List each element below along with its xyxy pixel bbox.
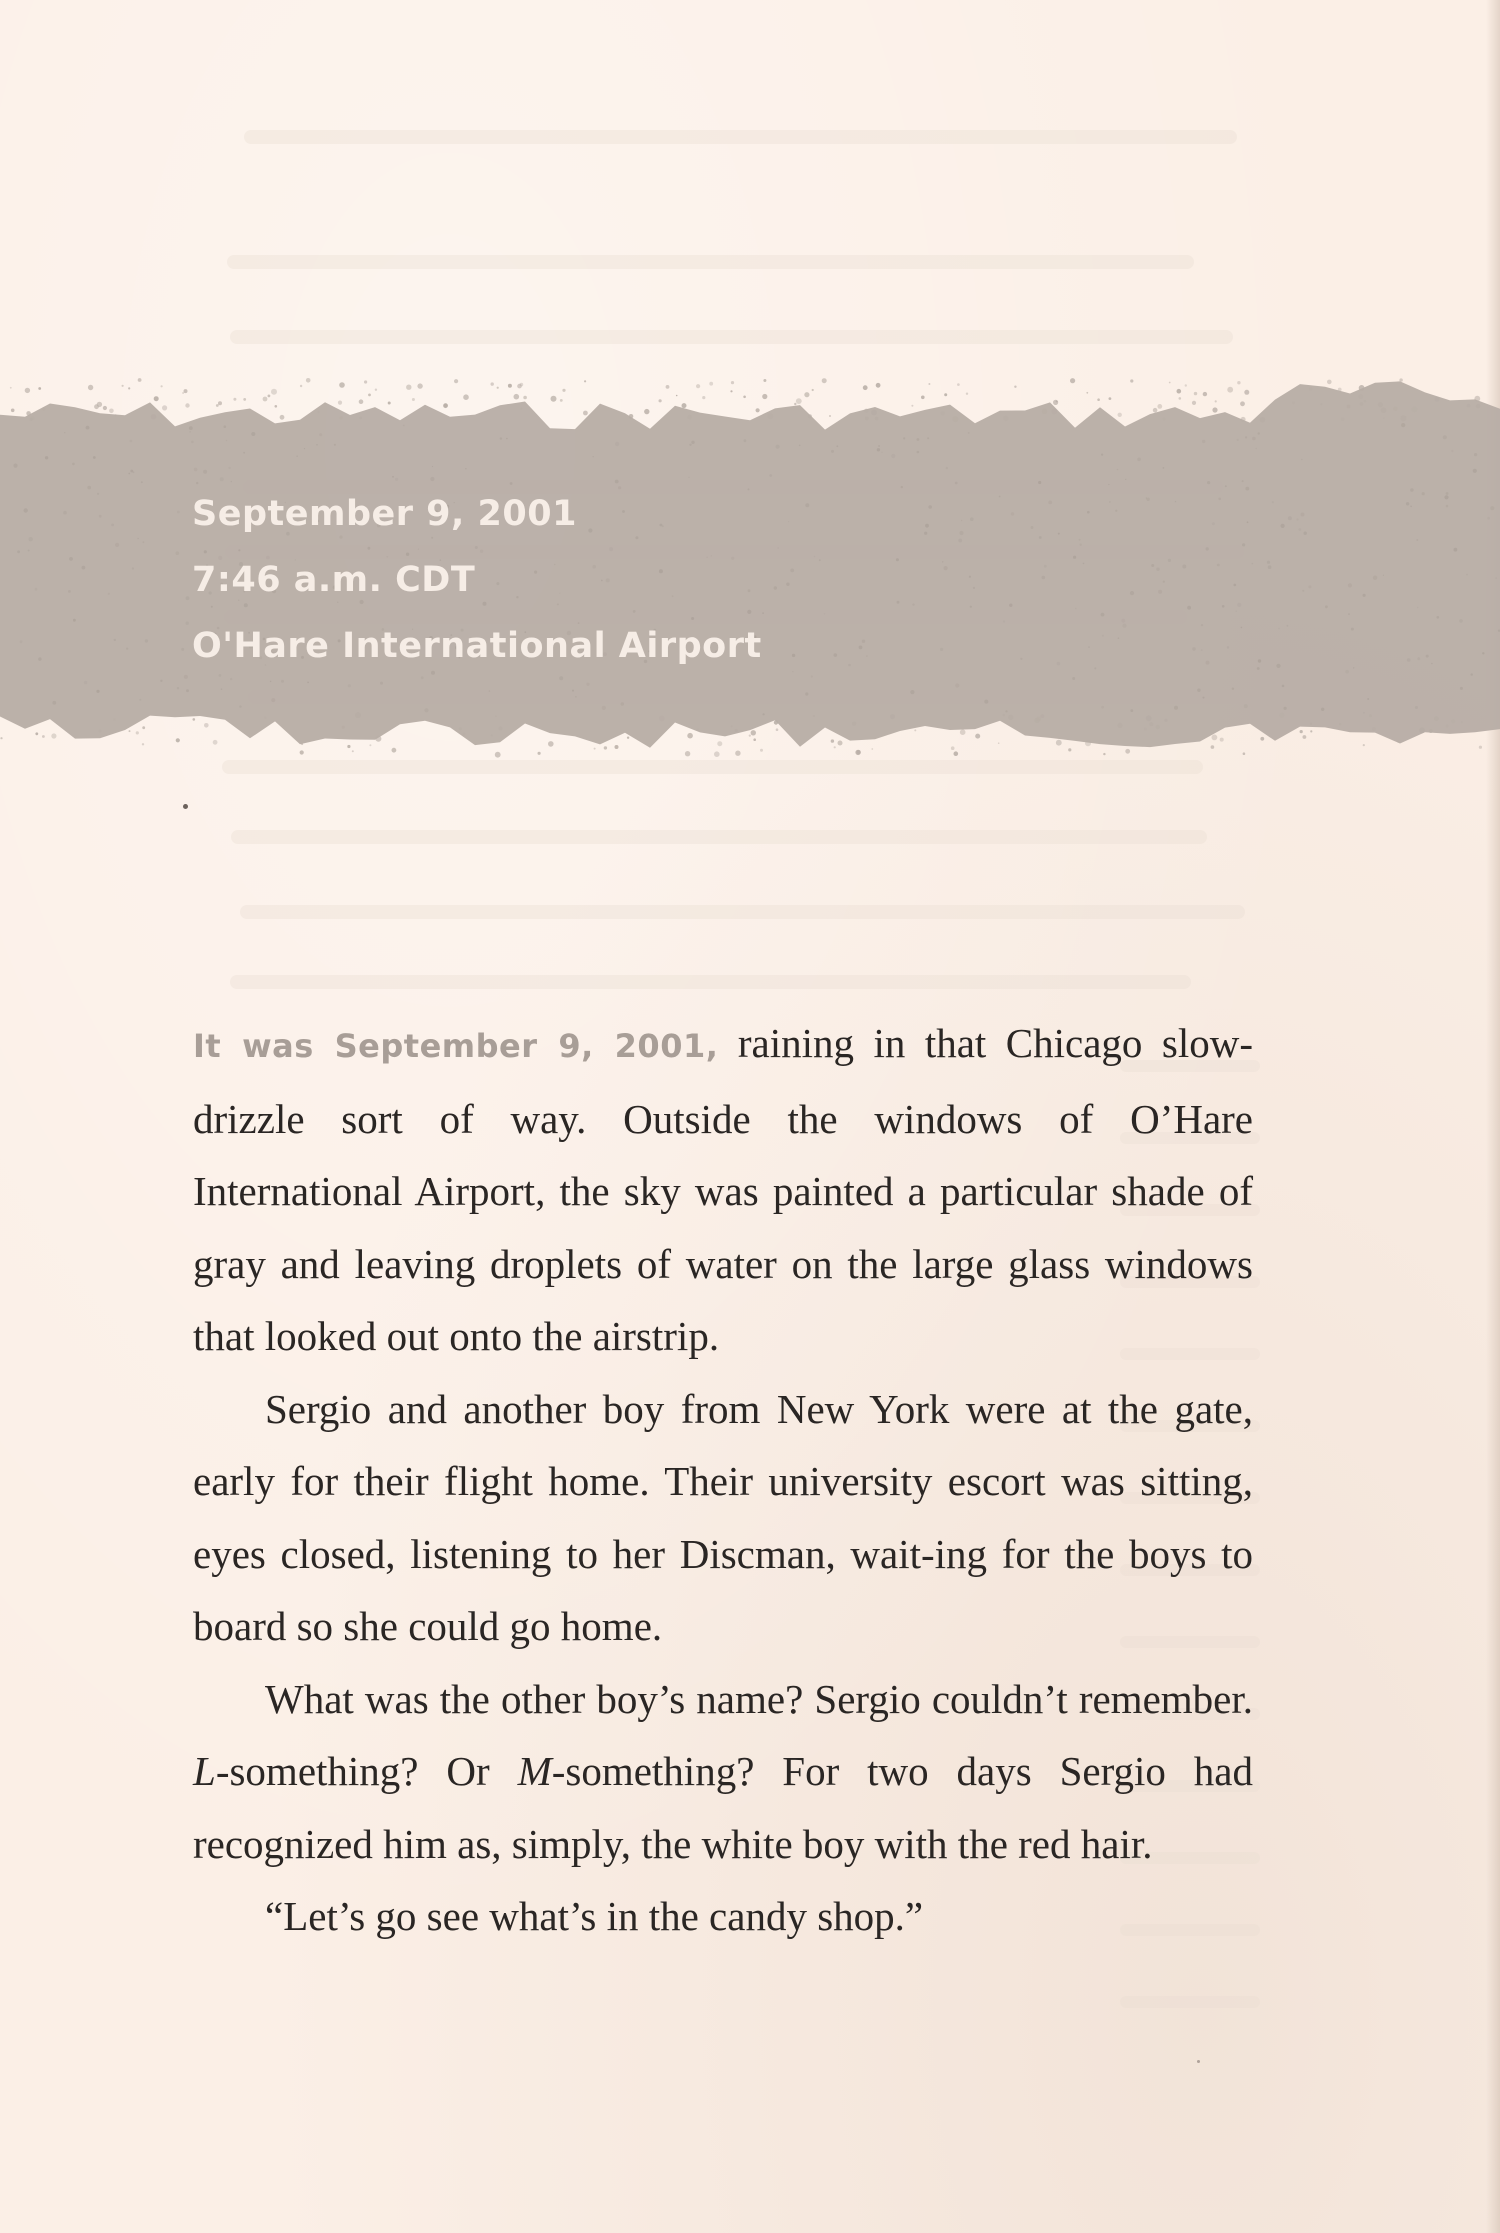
paragraph-3-part-1: What was the other boy’s name? Sergio couldn’t remember. <box>265 1675 1253 1722</box>
chapter-banner <box>0 355 1500 765</box>
paragraph-3-part-2: -something? Or <box>215 1748 518 1794</box>
paragraph-4: “Let’s go see what’s in the candy shop.” <box>265 1893 924 1939</box>
paper-speck <box>183 804 188 809</box>
paragraph-3-italic-m: M <box>517 1748 552 1794</box>
dateline-date: September 9, 2001 <box>192 494 577 534</box>
page-edge-shadow <box>1486 0 1500 2233</box>
chapter-body <box>193 1007 1253 1953</box>
paragraph-2: Sergio and another boy from New York were at the gate, early for their flight home. Their university escort was sitting, eyes closed, listening to her Discman, wait-ing for the boys to board so she could go home. <box>193 1385 1253 1649</box>
paper-speck <box>1197 2060 1200 2063</box>
dateline-location: O'Hare International Airport <box>192 626 762 666</box>
paragraph-1-text: raining in that Chicago slow-drizzle sort of way. Outside the windows of O’Hare International Airport, the sky was painted a particular shade of gray and leaving droplets of water on the large glass windows that looked out onto the airstrip. <box>193 1020 1253 1359</box>
paragraph-3 <box>193 1663 1253 1881</box>
dateline-time: 7:46 a.m. CDT <box>192 560 476 600</box>
paragraph-3-part-3: -something? For two days Sergio had recognized him as, simply, the white boy with the red hair. <box>193 1748 1253 1867</box>
lead-in-text: It was September 9, 2001, <box>193 1027 719 1065</box>
paragraph-1 <box>193 1007 1253 1373</box>
chapter-dateline <box>192 481 762 679</box>
paragraph-3-italic-l: L <box>193 1748 216 1794</box>
